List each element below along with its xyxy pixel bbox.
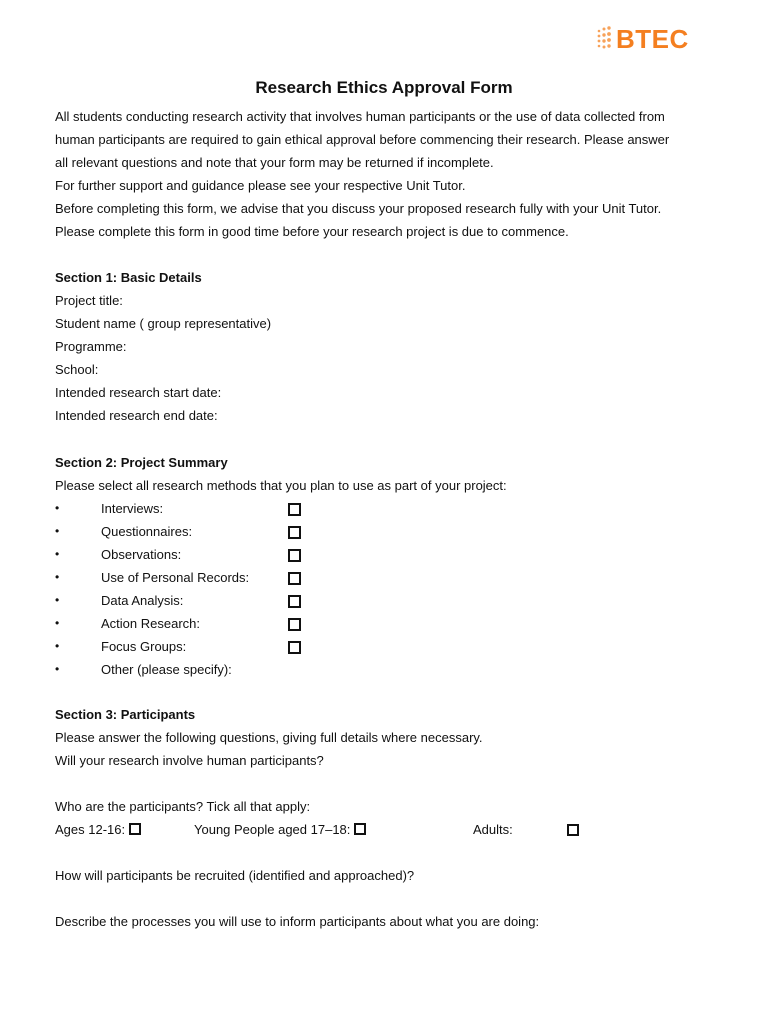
method-focus-groups [55,635,745,658]
intro-line: All students conducting research activity that involves human participants or the use of data collected from [55,109,665,124]
method-label: Focus Groups: [101,639,187,654]
age-options [55,818,745,841]
bullet: • [55,547,60,561]
section3-instruction: Please answer the following questions, giving full details where necessary. [55,730,483,745]
section1-heading: Section 1: Basic Details [55,270,202,285]
age-option-12-16 [55,818,141,841]
spacer [55,772,745,795]
method-label[interactable]: Other (please specify): [101,662,232,677]
checkbox-action-research[interactable] [288,618,301,631]
method-action-research [55,612,745,635]
intro-line: For further support and guidance please see your respective Unit Tutor. [55,178,466,193]
checkbox-questionnaires[interactable] [288,526,301,539]
checkbox-data-analysis[interactable] [288,595,301,608]
method-label: Action Research: [101,616,200,631]
age-option-adults [473,818,513,841]
intro-paragraph [55,105,745,243]
field-programme[interactable]: Programme: [55,339,127,354]
bullet: • [55,501,60,515]
page-title: Research Ethics Approval Form [255,78,513,97]
method-observations [55,543,745,566]
intro-line: Before completing this form, we advise that you discuss your proposed research fully with your Unit Tutor. [55,201,662,216]
method-questionnaires [55,520,745,543]
question-who-participants: Who are the participants? Tick all that apply: [55,799,311,814]
method-label: Questionnaires: [101,524,193,539]
dot-grid-icon [596,26,614,52]
method-personal-records [55,566,745,589]
bullet: • [55,593,60,607]
spacer [55,841,745,864]
bullet: • [55,616,60,630]
field-end-date[interactable]: Intended research end date: [55,408,218,423]
question-human-participants: Will your research involve human participants? [55,753,324,768]
field-school[interactable]: School: [55,362,99,377]
bullet: • [55,570,60,584]
question-inform-participants: Describe the processes you will use to inform participants about what you are doing: [55,914,540,929]
checkbox-interviews[interactable] [288,503,301,516]
section2-heading: Section 2: Project Summary [55,455,228,470]
bullet: • [55,662,60,676]
bullet: • [55,524,60,538]
checkbox-ages-12-16[interactable] [129,823,141,835]
field-student-name[interactable]: Student name ( group representative) [55,316,272,331]
intro-line: human participants are required to gain ethical approval before commencing their research. Please answer [55,132,670,147]
question-recruitment: How will participants be recruited (identified and approached)? [55,868,415,883]
checkbox-observations[interactable] [288,549,301,562]
method-interviews [55,497,745,520]
section-project-summary [55,451,745,681]
spacer [55,887,745,910]
bullet: • [55,639,60,653]
method-label: Data Analysis: [101,593,184,608]
intro-line: Please complete this form in good time before your research project is due to commence. [55,224,569,239]
method-label: Interviews: [101,501,164,516]
method-label: Observations: [101,547,182,562]
field-project-title[interactable]: Project title: [55,293,123,308]
checkbox-focus-groups[interactable] [288,641,301,654]
age-label: Young People aged 17–18: [194,822,351,837]
checkbox-adults[interactable] [567,824,579,836]
section3-heading: Section 3: Participants [55,707,196,722]
section2-instruction: Please select all research methods that you plan to use as part of your project: [55,478,507,493]
logo-text: BTEC [616,24,689,54]
age-option-17-18 [194,818,366,841]
method-other [55,658,745,681]
field-start-date[interactable]: Intended research start date: [55,385,222,400]
checkbox-personal-records[interactable] [288,572,301,585]
age-label: Ages 12-16: [55,822,126,837]
btec-logo [596,24,689,54]
method-data-analysis [55,589,745,612]
method-label: Use of Personal Records: [101,570,250,585]
age-label: Adults: [473,822,513,837]
intro-line: all relevant questions and note that your form may be returned if incomplete. [55,155,494,170]
section-participants [55,703,745,933]
section-basic-details [55,266,745,427]
checkbox-ages-17-18[interactable] [354,823,366,835]
